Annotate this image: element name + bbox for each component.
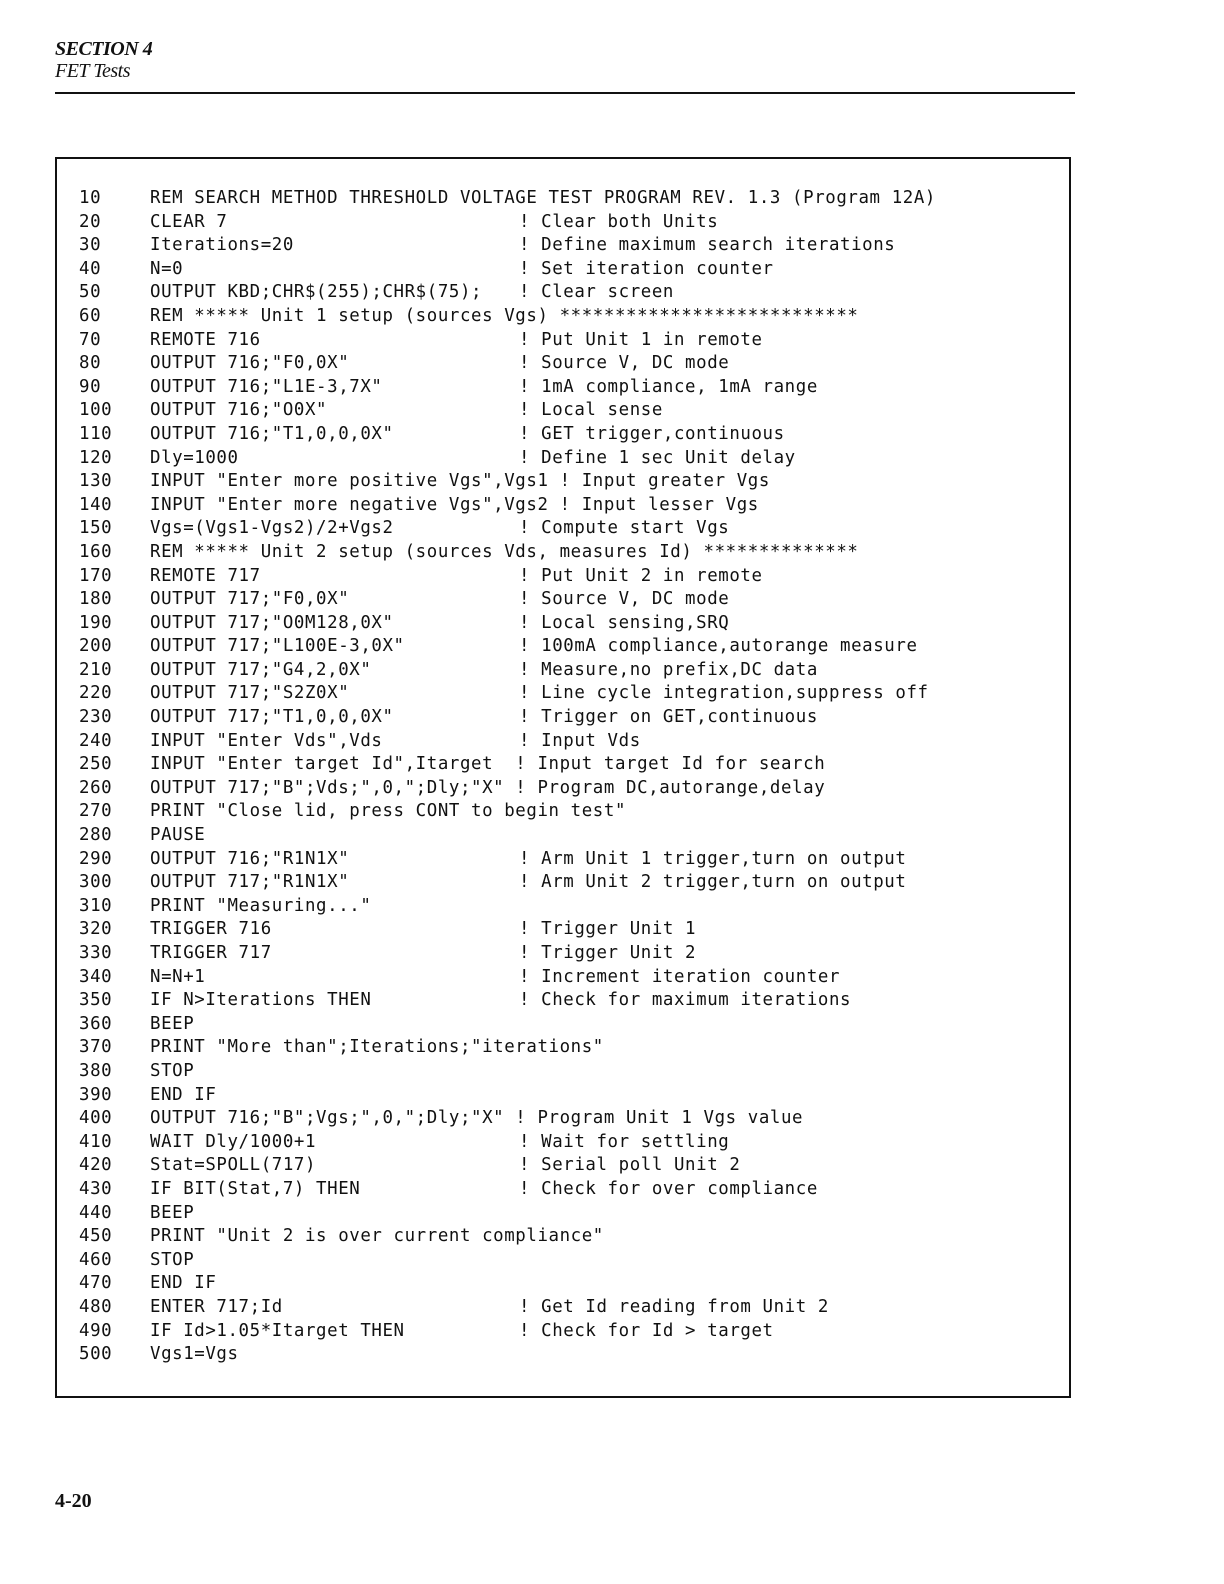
code-statement: REM ***** Unit 2 setup (sources Vds, measures Id) ************** <box>150 541 859 562</box>
code-statement: PRINT "Unit 2 is over current compliance" <box>150 1226 604 1247</box>
code-statement: Vgs=(Vgs1-Vgs2)/2+Vgs2 <box>150 518 394 539</box>
code-statement: OUTPUT 717;"S2Z0X" <box>150 683 350 704</box>
line-number: 420 <box>79 1155 113 1176</box>
line-number: 160 <box>79 541 113 562</box>
code-line <box>57 895 1069 919</box>
code-comment: ! Put Unit 2 in remote <box>519 565 763 586</box>
code-line <box>57 1249 1069 1273</box>
code-statement: OUTPUT 717;"T1,0,0,0X" <box>150 707 394 728</box>
line-number: 310 <box>79 895 113 916</box>
code-statement: IF N>Iterations THEN <box>150 990 372 1011</box>
code-line <box>57 352 1069 376</box>
code-line <box>57 470 1069 494</box>
code-line <box>57 305 1069 329</box>
line-number: 80 <box>79 353 102 374</box>
code-comment: ! Line cycle integration,suppress off <box>519 683 929 704</box>
code-statement: OUTPUT 716;"T1,0,0,0X" <box>150 423 394 444</box>
code-statement: INPUT "Enter target Id",Itarget ! Input target Id for search <box>150 754 826 775</box>
code-line <box>57 565 1069 589</box>
code-line <box>57 918 1069 942</box>
line-number: 100 <box>79 400 113 421</box>
code-line <box>57 1107 1069 1131</box>
code-comment: ! Get Id reading from Unit 2 <box>519 1296 829 1317</box>
code-statement: OUTPUT 717;"F0,0X" <box>150 589 350 610</box>
code-statement: END IF <box>150 1084 217 1105</box>
code-line <box>57 423 1069 447</box>
line-number: 240 <box>79 730 113 751</box>
line-number: 200 <box>79 636 113 657</box>
code-statement: INPUT "Enter more positive Vgs",Vgs1 ! Input greater Vgs <box>150 471 770 492</box>
line-number: 320 <box>79 919 113 940</box>
line-number: 440 <box>79 1202 113 1223</box>
code-statement: IF BIT(Stat,7) THEN <box>150 1178 361 1199</box>
code-line <box>57 1343 1069 1367</box>
line-number: 90 <box>79 376 102 397</box>
line-number: 490 <box>79 1320 113 1341</box>
page-number: 4-20 <box>55 1490 92 1512</box>
code-line <box>57 1202 1069 1226</box>
code-comment: ! Check for over compliance <box>519 1178 818 1199</box>
code-statement: Iterations=20 <box>150 235 294 256</box>
code-line <box>57 258 1069 282</box>
listing-lines <box>57 187 1069 1367</box>
code-statement: STOP <box>150 1249 195 1270</box>
line-number: 500 <box>79 1344 113 1365</box>
code-comment: ! Put Unit 1 in remote <box>519 329 763 350</box>
code-line <box>57 1013 1069 1037</box>
line-number: 330 <box>79 943 113 963</box>
code-comment: ! Compute start Vgs <box>519 518 730 539</box>
code-line <box>57 1060 1069 1084</box>
line-number: 140 <box>79 494 113 515</box>
program-listing <box>55 157 1071 1398</box>
line-number: 380 <box>79 1060 113 1081</box>
code-line <box>57 800 1069 824</box>
code-line <box>57 848 1069 872</box>
code-line <box>57 541 1069 565</box>
line-number: 280 <box>79 825 113 846</box>
code-comment: ! Check for maximum iterations <box>519 990 852 1011</box>
code-statement: OUTPUT 716;"B";Vgs;",0,";Dly;"X" ! Program Unit 1 Vgs value <box>150 1108 804 1129</box>
code-line <box>57 612 1069 636</box>
line-number: 340 <box>79 966 113 987</box>
line-number: 370 <box>79 1037 113 1058</box>
section-subtitle: FET Tests <box>55 60 130 82</box>
code-line <box>57 659 1069 683</box>
line-number: 20 <box>79 211 102 232</box>
code-statement: BEEP <box>150 1013 195 1034</box>
code-comment: ! Check for Id > target <box>519 1320 774 1341</box>
line-number: 300 <box>79 872 113 893</box>
section-label: SECTION 4 <box>55 38 153 60</box>
code-statement: REM SEARCH METHOD THRESHOLD VOLTAGE TEST PROGRAM REV. 1.3 (Program 12A) <box>150 188 936 208</box>
line-number: 360 <box>79 1013 113 1034</box>
code-statement: WAIT Dly/1000+1 <box>150 1131 317 1152</box>
code-comment: ! Define maximum search iterations <box>519 235 896 256</box>
code-line <box>57 399 1069 423</box>
line-number: 470 <box>79 1273 113 1294</box>
code-line <box>57 234 1069 258</box>
code-line <box>57 635 1069 659</box>
code-line <box>57 187 1069 211</box>
line-number: 250 <box>79 754 113 775</box>
code-statement: OUTPUT 716;"L1E-3,7X" <box>150 376 383 397</box>
code-statement: Dly=1000 <box>150 447 239 468</box>
line-number: 460 <box>79 1249 113 1270</box>
code-statement: INPUT "Enter Vds",Vds <box>150 730 383 751</box>
code-statement: REMOTE 716 <box>150 329 261 350</box>
code-comment: ! Source V, DC mode <box>519 589 730 610</box>
code-line <box>57 730 1069 754</box>
code-statement: N=0 <box>150 258 184 279</box>
code-line <box>57 517 1069 541</box>
code-statement: TRIGGER 716 <box>150 919 272 940</box>
code-statement: REMOTE 717 <box>150 565 261 586</box>
code-statement: OUTPUT KBD;CHR$(255);CHR$(75); <box>150 282 483 303</box>
code-comment: ! Input Vds <box>519 730 641 751</box>
code-line <box>57 1272 1069 1296</box>
code-statement: OUTPUT 716;"O0X" <box>150 400 328 421</box>
line-number: 150 <box>79 518 113 539</box>
line-number: 270 <box>79 801 113 822</box>
line-number: 260 <box>79 777 113 798</box>
line-number: 400 <box>79 1108 113 1129</box>
line-number: 120 <box>79 447 113 468</box>
code-comment: ! Local sensing,SRQ <box>519 612 730 633</box>
code-line <box>57 211 1069 235</box>
code-line <box>57 753 1069 777</box>
code-line <box>57 1178 1069 1202</box>
code-comment: ! Set iteration counter <box>519 258 774 279</box>
code-statement: ENTER 717;Id <box>150 1296 283 1317</box>
code-comment: ! 100mA compliance,autorange measure <box>519 636 918 657</box>
code-line <box>57 1154 1069 1178</box>
code-line <box>57 1036 1069 1060</box>
code-line <box>57 989 1069 1013</box>
line-number: 290 <box>79 848 113 869</box>
code-line <box>57 329 1069 353</box>
code-comment: ! Wait for settling <box>519 1131 730 1152</box>
code-line <box>57 871 1069 895</box>
code-comment: ! Measure,no prefix,DC data <box>519 659 818 680</box>
code-comment: ! Clear screen <box>519 282 674 303</box>
line-number: 230 <box>79 707 113 728</box>
code-statement: BEEP <box>150 1202 195 1223</box>
line-number: 70 <box>79 329 102 350</box>
code-comment: ! Define 1 sec Unit delay <box>519 447 796 468</box>
code-line <box>57 706 1069 730</box>
code-line <box>57 1320 1069 1344</box>
line-number: 450 <box>79 1226 113 1247</box>
code-comment: ! Trigger Unit 1 <box>519 919 697 940</box>
code-statement: OUTPUT 717;"O0M128,0X" <box>150 612 394 633</box>
code-line <box>57 1131 1069 1155</box>
code-line <box>57 824 1069 848</box>
line-number: 10 <box>79 188 102 208</box>
code-comment: ! Clear both Units <box>519 211 719 232</box>
line-number: 50 <box>79 282 102 303</box>
line-number: 60 <box>79 305 102 326</box>
line-number: 210 <box>79 659 113 680</box>
line-number: 180 <box>79 589 113 610</box>
line-number: 410 <box>79 1131 113 1152</box>
code-statement: CLEAR 7 <box>150 211 228 232</box>
code-line <box>57 777 1069 801</box>
line-number: 390 <box>79 1084 113 1105</box>
line-number: 130 <box>79 471 113 492</box>
line-number: 30 <box>79 235 102 256</box>
code-comment: ! Trigger Unit 2 <box>519 943 697 963</box>
line-number: 190 <box>79 612 113 633</box>
code-comment: ! Local sense <box>519 400 663 421</box>
code-statement: IF Id>1.05*Itarget THEN <box>150 1320 405 1341</box>
line-number: 350 <box>79 990 113 1011</box>
code-statement: PAUSE <box>150 825 206 846</box>
code-statement: END IF <box>150 1273 217 1294</box>
code-line <box>57 447 1069 471</box>
line-number: 430 <box>79 1178 113 1199</box>
code-statement: N=N+1 <box>150 966 206 987</box>
line-number: 170 <box>79 565 113 586</box>
code-line <box>57 1296 1069 1320</box>
code-statement: OUTPUT 716;"F0,0X" <box>150 353 350 374</box>
code-statement: OUTPUT 717;"G4,2,0X" <box>150 659 372 680</box>
code-line <box>57 376 1069 400</box>
code-comment: ! 1mA compliance, 1mA range <box>519 376 818 397</box>
code-line <box>57 942 1069 966</box>
code-line <box>57 1225 1069 1249</box>
code-line <box>57 682 1069 706</box>
line-number: 220 <box>79 683 113 704</box>
code-statement: Stat=SPOLL(717) <box>150 1155 317 1176</box>
code-statement: INPUT "Enter more negative Vgs",Vgs2 ! Input lesser Vgs <box>150 494 759 515</box>
code-line <box>57 281 1069 305</box>
code-statement: REM ***** Unit 1 setup (sources Vgs) *************************** <box>150 305 859 326</box>
code-statement: OUTPUT 716;"R1N1X" <box>150 848 350 869</box>
header-rule <box>55 92 1075 94</box>
code-comment: ! GET trigger,continuous <box>519 423 785 444</box>
code-line <box>57 966 1069 990</box>
line-number: 110 <box>79 423 113 444</box>
code-statement: Vgs1=Vgs <box>150 1344 239 1365</box>
code-comment: ! Trigger on GET,continuous <box>519 707 818 728</box>
code-statement: STOP <box>150 1060 195 1081</box>
code-statement: OUTPUT 717;"R1N1X" <box>150 872 350 893</box>
code-comment: ! Serial poll Unit 2 <box>519 1155 741 1176</box>
code-comment: ! Arm Unit 1 trigger,turn on output <box>519 848 907 869</box>
code-statement: TRIGGER 717 <box>150 943 272 963</box>
code-comment: ! Increment iteration counter <box>519 966 841 987</box>
line-number: 40 <box>79 258 102 279</box>
code-line <box>57 1084 1069 1108</box>
code-statement: PRINT "Measuring..." <box>150 895 372 916</box>
line-number: 480 <box>79 1296 113 1317</box>
code-statement: PRINT "More than";Iterations;"iterations" <box>150 1037 604 1058</box>
code-statement: PRINT "Close lid, press CONT to begin test" <box>150 801 627 822</box>
code-statement: OUTPUT 717;"B";Vds;",0,";Dly;"X" ! Program DC,autorange,delay <box>150 777 826 798</box>
page-header <box>55 38 152 82</box>
code-statement: OUTPUT 717;"L100E-3,0X" <box>150 636 405 657</box>
code-line <box>57 588 1069 612</box>
code-comment: ! Source V, DC mode <box>519 353 730 374</box>
code-comment: ! Arm Unit 2 trigger,turn on output <box>519 872 907 893</box>
code-line <box>57 494 1069 518</box>
